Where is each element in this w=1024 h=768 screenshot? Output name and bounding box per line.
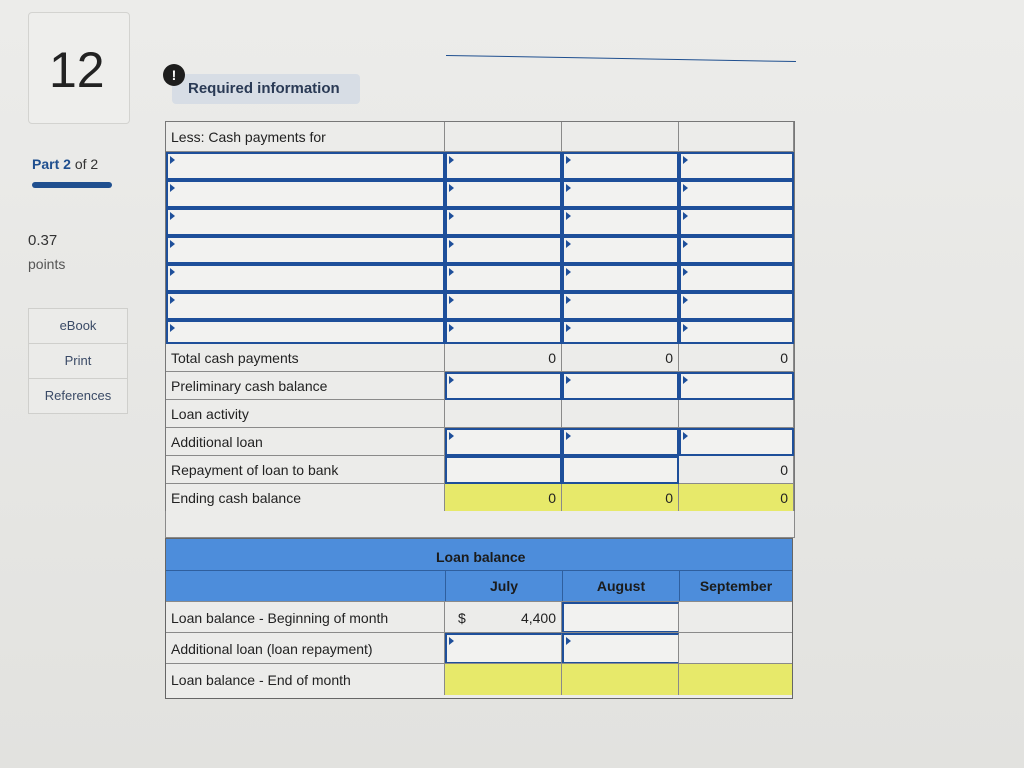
payment-july-input[interactable] [445,320,562,344]
payment-august-input[interactable] [562,180,679,208]
payment-september-input[interactable] [679,236,794,264]
repayment-label-cell [166,456,445,484]
beginning-label: Loan balance - Beginning of month [166,602,445,633]
additional-loan-august-input[interactable] [562,428,679,456]
payment-september-input[interactable] [679,180,794,208]
required-information-label: Required information [188,80,340,97]
loan-activity-july [445,400,562,428]
payment-september-input[interactable] [679,152,794,180]
part-progress-bar [32,182,112,188]
repayment-label: Repayment of loan to bank [171,461,339,478]
payment-july-input[interactable] [445,152,562,180]
total-payments-september: 0 [679,344,794,372]
additional-loan-september-input[interactable] [679,428,794,456]
column-september: September [679,570,792,601]
loan-activity-september [679,400,794,428]
end-august [562,664,679,695]
points-value: 0.37 [28,232,58,249]
header-blank-september [679,122,794,152]
additional-august-input[interactable] [562,633,679,664]
repayment-july-input[interactable] [445,456,562,484]
total-payments-label: Total cash payments [171,349,299,366]
additional-loan-label-cell [166,428,445,456]
beginning-august-input[interactable] [562,602,679,633]
payment-august-input[interactable] [562,264,679,292]
payment-label-input[interactable] [166,236,445,264]
end-label: Loan balance - End of month [166,664,445,695]
spacer-row [165,511,795,538]
cash-budget-table [165,121,795,513]
part-indicator [32,156,98,172]
part-of: of 2 [74,156,99,172]
loan-balance-table [165,538,793,699]
payment-august-input[interactable] [562,152,679,180]
payment-label-input[interactable] [166,208,445,236]
payment-august-input[interactable] [562,292,679,320]
loan-row-end [166,663,792,695]
payment-label-input[interactable] [166,292,445,320]
payment-label-input[interactable] [166,264,445,292]
repayment-august-input[interactable] [562,456,679,484]
total-payments-august: 0 [562,344,679,372]
additional-september [679,633,792,664]
loan-activity-august [562,400,679,428]
preliminary-balance-august-input[interactable] [562,372,679,400]
payment-september-input[interactable] [679,208,794,236]
required-information-tab[interactable] [172,74,360,104]
payment-july-input[interactable] [445,180,562,208]
ebook-link[interactable]: eBook [29,309,127,344]
preliminary-balance-label: Preliminary cash balance [171,377,328,394]
section-label: Less: Cash payments for [171,128,326,145]
header-blank-july [445,122,562,152]
payment-september-input[interactable] [679,320,794,344]
section-label-cell [166,122,445,152]
beginning-july-cell [445,602,562,633]
question-number: 12 [49,42,105,98]
alert-icon: ! [163,64,185,86]
total-payments-label-cell [166,344,445,372]
references-link[interactable]: References [44,388,112,403]
beginning-july-value: 4,400 [520,609,556,626]
loan-activity-label: Loan activity [171,405,249,422]
payment-july-input[interactable] [445,208,562,236]
loan-row-additional [166,632,792,664]
ending-balance-september: 0 [679,484,794,512]
ending-balance-august: 0 [562,484,679,512]
payment-september-input[interactable] [679,292,794,320]
payment-july-input[interactable] [445,292,562,320]
loan-activity-label-cell [166,400,445,428]
preliminary-balance-september-input[interactable] [679,372,794,400]
points-label: points [28,256,66,272]
additional-loan-label: Additional loan [171,433,263,450]
payment-label-input[interactable] [166,152,445,180]
payment-label-input[interactable] [166,180,445,208]
payment-august-input[interactable] [562,208,679,236]
header-blank-august [562,122,679,152]
print-link[interactable]: Print [29,344,127,379]
column-august: August [562,570,679,601]
preliminary-balance-july-input[interactable] [445,372,562,400]
resource-links [28,308,128,414]
beginning-september [679,602,792,633]
additional-july-input[interactable] [445,633,562,664]
end-july [445,664,562,695]
repayment-september-value: 0 [679,456,794,484]
payment-july-input[interactable] [445,264,562,292]
total-payments-july: 0 [445,344,562,372]
payment-august-input[interactable] [562,320,679,344]
payment-september-input[interactable] [679,264,794,292]
scroll-edge-line [446,55,796,62]
ending-balance-label-cell [166,484,445,512]
loan-row-beginning [166,601,792,633]
end-september [679,664,792,695]
additional-loan-july-input[interactable] [445,428,562,456]
part-label: Part 2 [32,156,71,172]
question-number-box [28,12,130,124]
payment-july-input[interactable] [445,236,562,264]
ending-balance-label: Ending cash balance [171,489,301,506]
column-july: July [445,570,562,601]
loan-balance-title: Loan balance [436,549,526,565]
payment-august-input[interactable] [562,236,679,264]
payment-label-input[interactable] [166,320,445,344]
ending-balance-july: 0 [445,484,562,512]
currency-symbol: $ [458,609,466,626]
preliminary-balance-label-cell [166,372,445,400]
additional-label: Additional loan (loan repayment) [166,633,445,664]
